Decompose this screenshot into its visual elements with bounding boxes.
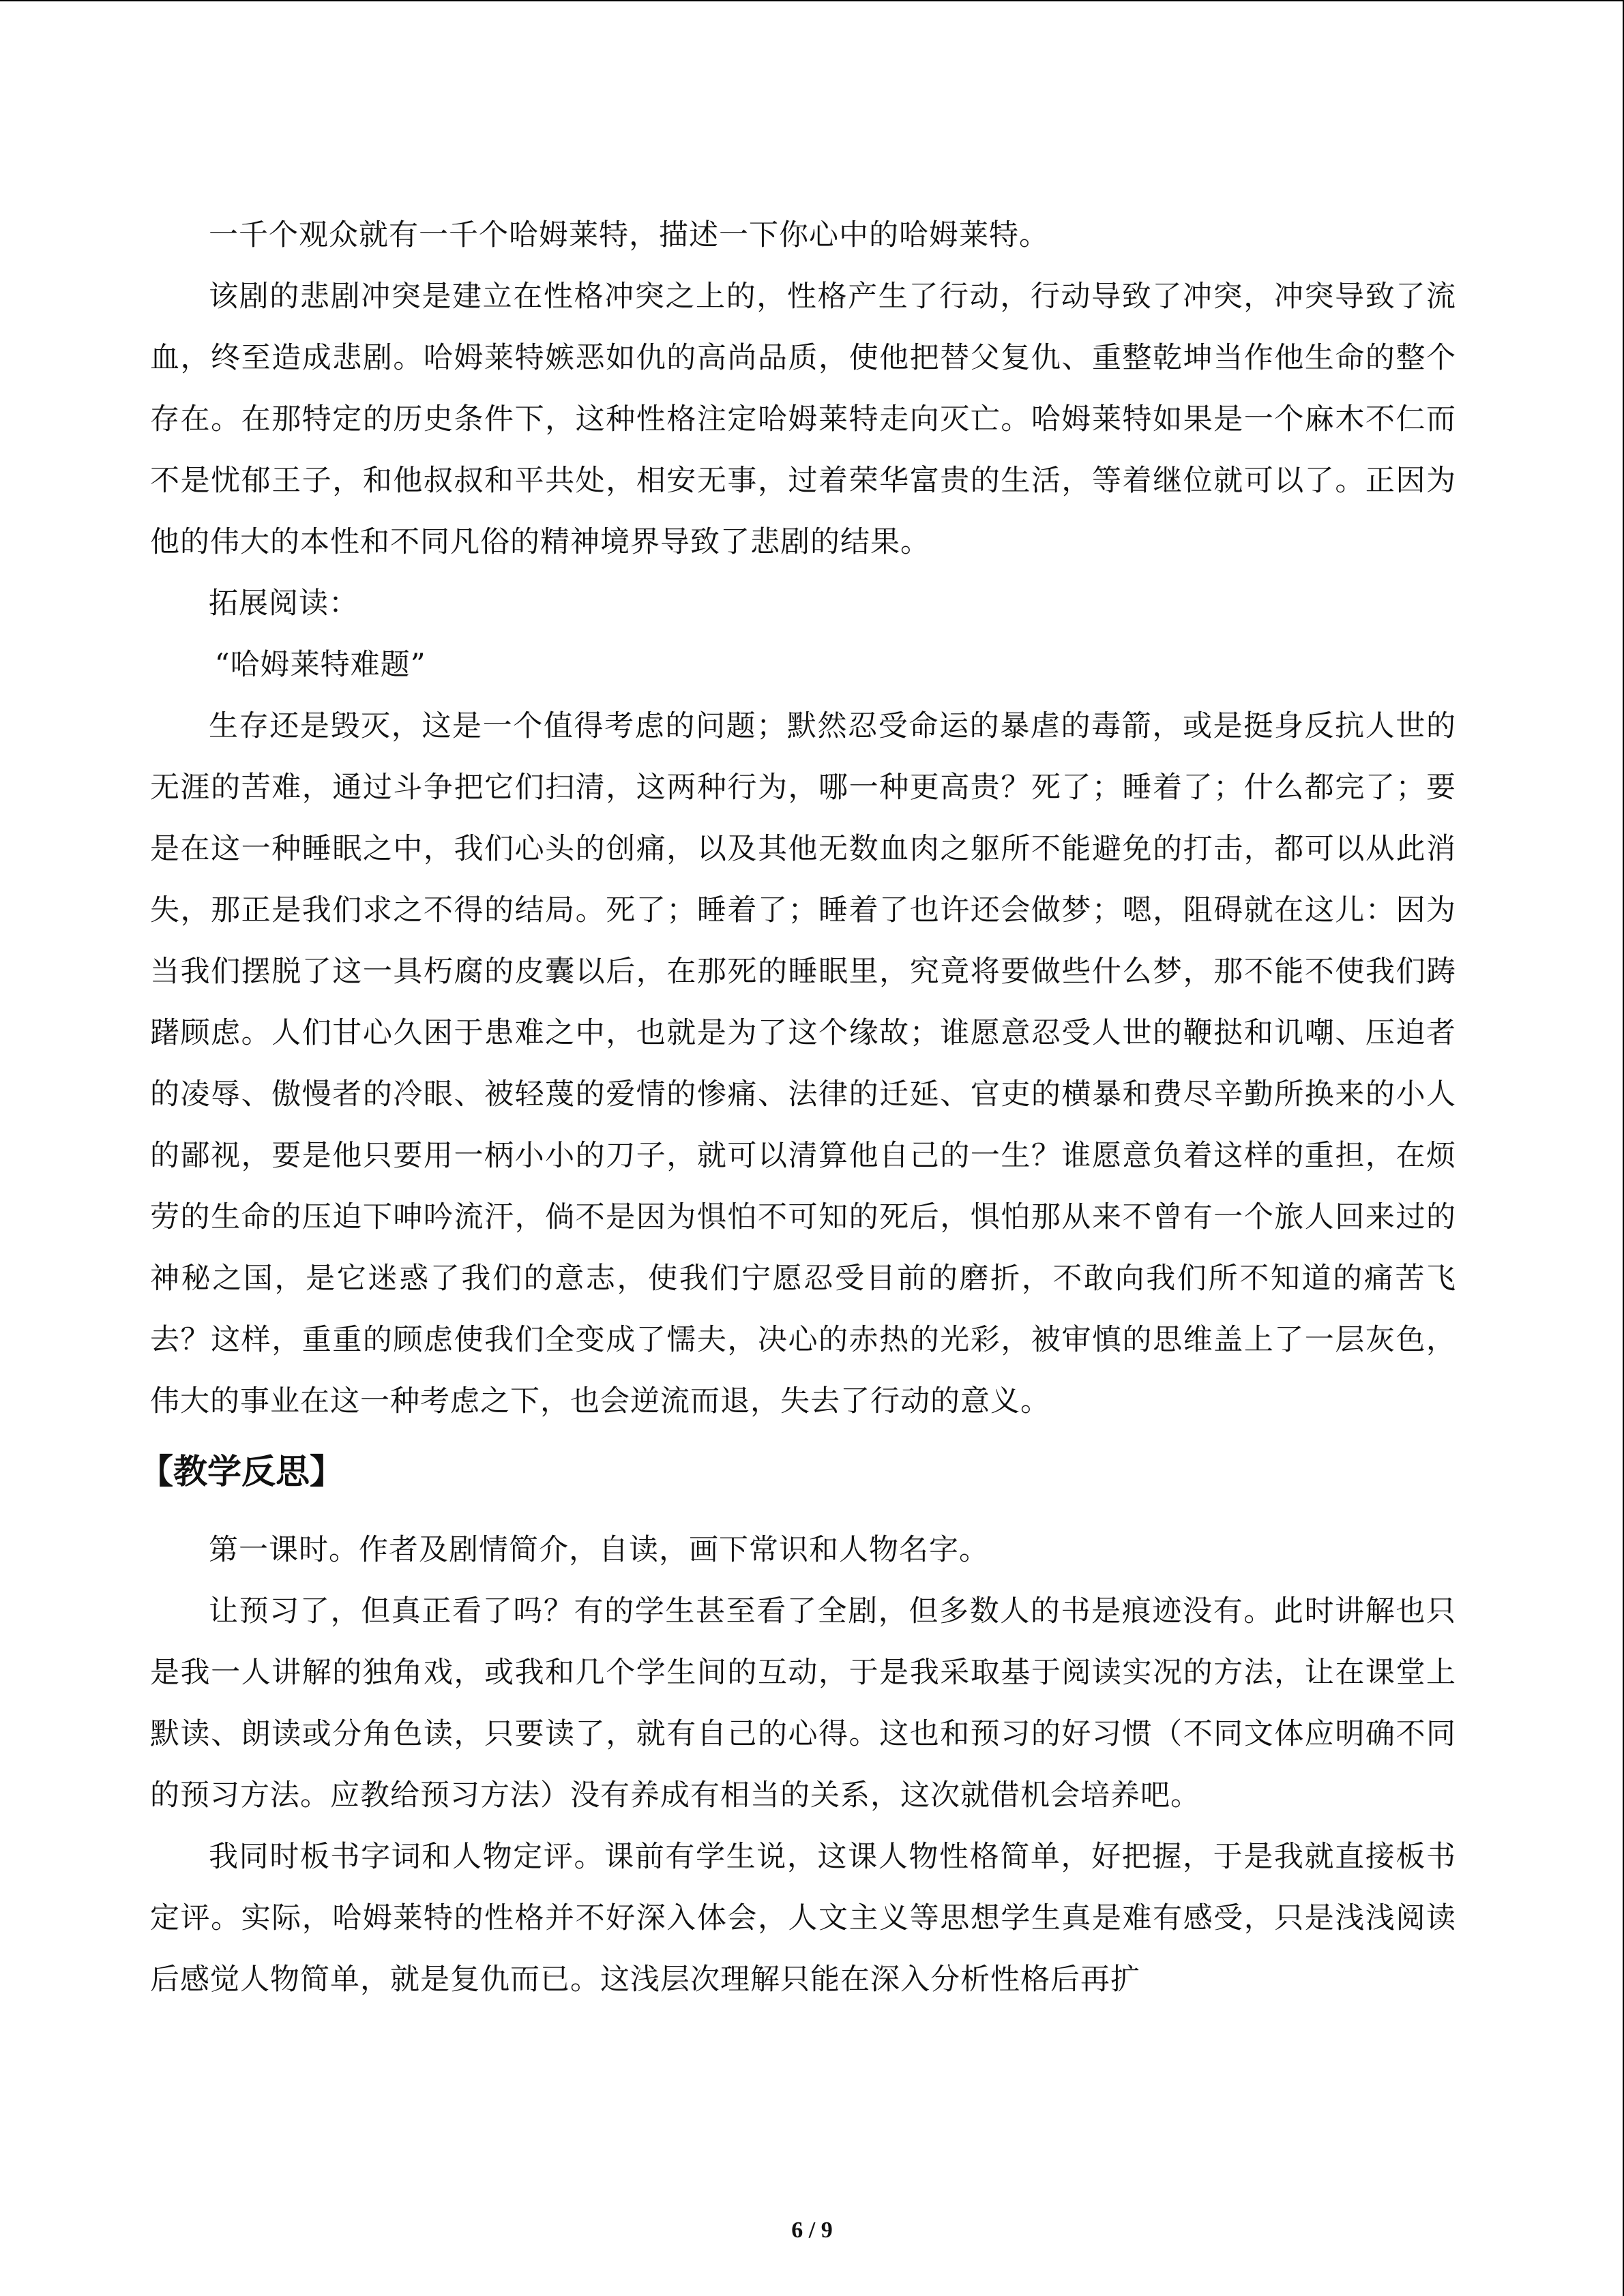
paragraph-intro: 一千个观众就有一千个哈姆莱特，描述一下你心中的哈姆莱特。 xyxy=(209,218,1049,252)
paragraph-blackboard-reflection: 我同时板书字词和人物定评。课前有学生说，这课人物性格简单，好把握，于是我就直接板书定评。实际，哈姆莱特的性格并不好深入体会，人文主义等思想学生真是难有感受，只是浅浅阅读后感觉人物简单，就是复仇而已。这浅层次理解只能在深入分析性格后再扩 xyxy=(150,1840,1456,1997)
document-body xyxy=(139,205,1456,2010)
extended-reading-title: “哈姆莱特难题” xyxy=(214,648,426,682)
paragraph-preview-reflection: 让预习了，但真正看了吗？有的学生甚至看了全剧，但多数人的书是痕迹没有。此时讲解也只是我一人讲解的独角戏，或我和几个学生间的互动，于是我采取基于阅读实况的方法，让在课堂上默读、朗读或分角色读，只要读了，就有自己的心得。这也和预习的好习惯（不同文体应明确不同的预习方法。应教给预习方法）没有养成有相当的关系，这次就借机会培养吧。 xyxy=(150,1594,1456,1813)
page-number: 6 / 9 xyxy=(791,2218,833,2243)
page-border-top xyxy=(0,0,1624,1)
paragraph-hamlet-soliloquy: 生存还是毁灭，这是一个值得考虑的问题；默然忍受命运的暴虐的毒箭，或是挺身反抗人世的无涯的苦难，通过斗争把它们扫清，这两种行为，哪一种更高贵？死了；睡着了；什么都完了；要是在这一种睡眠之中，我们心头的创痛，以及其他无数血肉之躯所不能避免的打击，都可以从此消失，那正是我们求之不得的结局。死了；睡着了；睡着了也许还会做梦；嗯，阻碍就在这儿：因为当我们摆脱了这一具朽腐的皮囊以后，在那死的睡眠里，究竟将要做些什么梦，那不能不使我们踌躇顾虑。人们甘心久困于患难之中，也就是为了这个缘故；谁愿意忍受人世的鞭挞和讥嘲、压迫者的凌辱、傲慢者的冷眼、被轻蔑的爱情的惨痛、法律的迁延、官吏的横暴和费尽辛勤所换来的小人的鄙视，要是他只要用一柄小小的刀子，就可以清算他自己的一生？谁愿意负着这样的重担，在烦劳的生命的压迫下呻吟流汗，倘不是因为惧怕不可知的死后，惧怕那从来不曾有一个旅人回来过的神秘之国，是它迷惑了我们的意志，使我们宁愿忍受目前的磨折，不敢向我们所不知道的痛苦飞去？这样，重重的顾虑使我们全变成了懦夫，决心的赤热的光彩，被审慎的思维盖上了一层灰色，伟大的事业在这一种考虑之下，也会逆流而退，失去了行动的意义。 xyxy=(150,709,1456,1418)
paragraph-first-lesson: 第一课时。作者及剧情简介，自读，画下常识和人物名字。 xyxy=(209,1533,989,1567)
section-heading-teaching-reflection: 【教学反思】 xyxy=(139,1452,344,1491)
paragraph-extended-reading-label: 拓展阅读： xyxy=(209,586,359,621)
paragraph-tragedy-analysis: 该剧的悲剧冲突是建立在性格冲突之上的，性格产生了行动，行动导致了冲突，冲突导致了流血，终至造成悲剧。哈姆莱特嫉恶如仇的高尚品质，使他把替父复仇、重整乾坤当作他生命的整个存在。在那特定的历史条件下，这种性格注定哈姆莱特走向灭亡。哈姆莱特如果是一个麻木不仁而不是忧郁王子，和他叔叔和平共处，相安无事，过着荣华富贵的生活，等着继位就可以了。正因为他的伟大的本性和不同凡俗的精神境界导致了悲剧的结果。 xyxy=(150,280,1456,559)
